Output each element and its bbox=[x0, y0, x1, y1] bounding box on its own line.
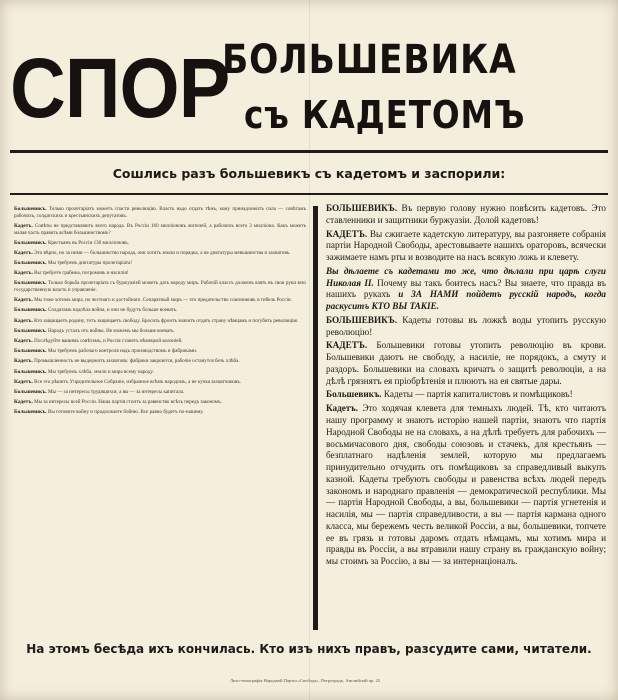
title-with-cadet: съ КАДЕТОМЪ bbox=[244, 93, 526, 137]
speaker-name: Большевикъ. bbox=[14, 348, 48, 355]
title-bolshevik: БОЛЬШЕВИКА bbox=[222, 37, 517, 83]
speaker-name: Кадетъ. bbox=[14, 399, 35, 406]
dialogue-paragraph bbox=[326, 229, 606, 264]
subtitle-rule bbox=[10, 193, 608, 195]
dialogue-paragraph bbox=[14, 206, 306, 220]
left-column bbox=[14, 206, 306, 636]
dialogue-text: Кадеты готовы въ ложкѣ воды утопить русскую революцію! bbox=[326, 314, 606, 337]
speaker-name: Кадетъ. bbox=[14, 378, 35, 385]
dialogue-paragraph bbox=[14, 409, 306, 416]
dialogue-text: Все это рѣшитъ Учредительное Собраніе, избранное всѣмъ народомъ, а не кучка захватчиковъ. bbox=[34, 378, 242, 385]
dialogue-paragraph bbox=[14, 280, 306, 294]
speaker-name: Кадетъ. bbox=[14, 338, 35, 345]
dialogue-text: Вы сжигаете кадетскую литературу, вы разгоняете собранія партіи Народной Свободы, арестовываете нашихъ ораторовъ, всячески зажимаете намъ рты и возводите на насъ всякую ложь и клевету. bbox=[326, 228, 606, 263]
title-spor: СПОР bbox=[10, 41, 230, 135]
speaker-name: Кадетъ. bbox=[14, 358, 35, 365]
dialogue-paragraph bbox=[14, 318, 306, 325]
speaker-name: Большевикъ. bbox=[14, 307, 48, 314]
dialogue-paragraph bbox=[326, 389, 606, 401]
dialogue-text: Мы тоже хотимъ мира, но честнаго и достойнаго. Сепаратный миръ — это предательство союзниковъ и гибель Россіи. bbox=[34, 297, 292, 304]
speaker-name: Большевикъ. bbox=[14, 280, 49, 287]
dialogue-paragraph bbox=[14, 389, 306, 396]
dialogue-text: Почему вы такъ боитесь насъ? Вы знаете, что правда въ нашихъ рукахъ bbox=[326, 277, 606, 300]
emphasized-text: и ЗА НАМИ пойдетъ русскій народъ, когда раскуситъ КТО ВЫ ТАКІЕ. bbox=[326, 289, 606, 312]
speaker-name: Кадетъ. bbox=[14, 297, 35, 304]
emphasized-text: Вы дѣлаете съ кадетами то же, что дѣлали при царѣ слуги Николая II. bbox=[326, 265, 606, 288]
dialogue-paragraph bbox=[14, 250, 306, 257]
dialogue-paragraph bbox=[326, 315, 606, 339]
speaker-name: Большевикъ. bbox=[14, 239, 48, 246]
speaker-name: Большевикъ. bbox=[14, 389, 48, 396]
dialogue-text: Совѣты не представляютъ всего народа. Въ Россіи 160 милліоновъ жителей, а рабочихъ всего 3 милліона. Какъ можетъ малая часть править всѣми большинствомъ? bbox=[14, 222, 306, 236]
speaker-name: Большевикъ. bbox=[326, 389, 384, 400]
header-rule bbox=[10, 150, 608, 153]
dialogue-paragraph bbox=[14, 307, 306, 314]
dialogue-text: Кадеты — партія капиталистовъ и помѣщиковъ! bbox=[383, 389, 573, 400]
dialogue-text: Мы требуемъ рабочаго контроля надъ производствомъ и фабриками. bbox=[47, 348, 198, 355]
speaker-name: Кадетъ. bbox=[14, 249, 35, 256]
column-divider bbox=[313, 206, 318, 630]
speaker-name: Большевикъ. bbox=[14, 368, 48, 375]
speaker-name: Большевикъ. bbox=[14, 260, 48, 267]
dialogue-paragraph bbox=[14, 348, 306, 355]
dialogue-paragraph bbox=[14, 338, 306, 345]
dialogue-paragraph bbox=[14, 240, 306, 247]
dialogue-text: Крестьянъ въ Россіи 130 милліоновъ. bbox=[47, 239, 129, 246]
dialogue-paragraph bbox=[14, 358, 306, 365]
dialogue-text: Мы требуемъ хлѣба, земли и мира всему народу. bbox=[47, 368, 154, 375]
speaker-name: КАДЕТЪ. bbox=[326, 340, 377, 351]
dialogue-text: Солдатамъ надоѣла война, и они не будутъ больше воевать. bbox=[47, 307, 178, 314]
dialogue-text: Мы требуемъ диктатуры пролетаріата! bbox=[47, 260, 133, 267]
dialogue-text: Вы готовите войну и продолжаете бойню. Все равно будетъ по-нашему. bbox=[47, 409, 204, 416]
printer-imprint: Лито-типографія Народной Партіи «Свобода», Петроградъ, Английскій пр. 25 bbox=[230, 678, 381, 683]
dialogue-paragraph bbox=[326, 266, 606, 313]
dialogue-paragraph bbox=[326, 203, 606, 227]
dialogue-text: Промышленность не выдержитъ захватовъ: фабрики закроются, рабочіе останутся безъ хлѣба. bbox=[34, 358, 240, 365]
dialogue-paragraph bbox=[14, 369, 306, 376]
dialogue-text: Въ первую голову нужно повѣсить кадетовъ. Это ставленники и защитники буржуазіи. Долой кадетовъ! bbox=[326, 203, 606, 225]
dialogue-text: Послѣдуйте вашимъ совѣтамъ, и Россія станетъ нѣмецкой колоніей. bbox=[34, 338, 183, 345]
dialogue-text: Мы — за интересы трудящихся, а вы — за интересы капитала. bbox=[47, 389, 185, 396]
dialogue-paragraph bbox=[14, 223, 306, 237]
dialogue-paragraph bbox=[14, 260, 306, 267]
speaker-name: Большевикъ. bbox=[14, 206, 49, 212]
dialogue-text: Большевики готовы утопить революцію въ крови. Большевики даютъ не свободу, а насиліе, не порядокъ, а смуту и раздоръ. Большевики на словахъ кричатъ о защитѣ революціи, а на дѣлѣ грязнятъ ея пріобрѣтенія и плюютъ на ея святые дары. bbox=[326, 340, 606, 386]
subtitle: Сошлись разъ большевикъ съ кадетомъ и заспорили: bbox=[112, 166, 506, 181]
speaker-name: Кадетъ. bbox=[14, 270, 35, 277]
closing-line: На этомъ бесѣда ихъ кончилась. Кто изъ нихъ правъ, разсудите сами, читатели. bbox=[26, 642, 592, 656]
dialogue-paragraph bbox=[14, 379, 306, 386]
dialogue-paragraph bbox=[14, 399, 306, 406]
dialogue-text: Это вѣрно, но за ними — большинство народа, они хотятъ земли и порядка, а не диктатуры меньшинства и захватовъ. bbox=[34, 249, 291, 256]
dialogue-text: Вы требуете грабежа, погромовъ и насилія! bbox=[34, 270, 129, 277]
speaker-name: Большевикъ. bbox=[14, 409, 48, 416]
speaker-name: Кадетъ. bbox=[14, 317, 35, 324]
dialogue-text: Это ходячая клевета для темныхъ людей. Тѣ, кто читаютъ нашу программу и знаютъ исторію нашей партіи, знаютъ что партія Народной Свободы не на словахъ, а на дѣлѣ требуетъ для рабочихъ — восьмичасового дня, свободы союзовъ и стачекъ, для крестьянъ — безплатнаго надѣленія землей, которую мы предлагаемъ принудительно отчудить отъ помѣщиковъ за справедливый выкупъ казной. Кадеты требуютъ свободы и равенства всѣхъ людей передъ закономъ и народнаго правленія — демократической республики. Мы — партія Народной Свободы, а вы, большевики — партія угнетенія и насилія, мы — партія справедливости, а вы — партія кармана одного класса, мы бережемъ честь великой Россіи, а вы, большевики, топчете ее въ грязь и готовы даромъ отдать нѣмцамъ, мы хотимъ мира и правды въ Россіи, а вы втравили нашу страну въ гражданскую войну; мы стоимъ за Россію, а вы — за интернаціоналъ. bbox=[326, 403, 606, 567]
speaker-name: БОЛЬШЕВИКЪ. bbox=[326, 314, 403, 325]
dialogue-paragraph bbox=[14, 328, 306, 335]
speaker-name: Кадетъ. bbox=[14, 222, 35, 229]
speaker-name: Кадетъ. bbox=[326, 403, 363, 414]
dialogue-text: Народъ усталъ отъ войны. Не можемъ мы больше воевать. bbox=[47, 327, 175, 334]
speaker-name: БОЛЬШЕВИКЪ. bbox=[326, 203, 402, 213]
dialogue-paragraph bbox=[14, 270, 306, 277]
dialogue-text: Кто защищаетъ родину, тотъ защищаетъ свободу. Бросить фронтъ значитъ отдать страну нѣмцамъ и погубить революцію. bbox=[34, 317, 299, 324]
dialogue-text: Только пролетаріатъ можетъ спасти революцію. Власть надо отдать тѣмъ, кому принадлежитъ сила — совѣтамъ рабочихъ, солдатскихъ и крестьянскихъ депутатовъ. bbox=[14, 206, 306, 220]
dialogue-paragraph bbox=[14, 297, 306, 304]
speaker-name: КАДЕТЪ. bbox=[326, 228, 370, 239]
speaker-name: Большевикъ. bbox=[14, 327, 48, 334]
dialogue-paragraph bbox=[326, 403, 606, 568]
dialogue-text: Только борьба пролетаріата съ буржуазіей можетъ дать народу миръ. Рабочій классъ долженъ взять въ свои руки всю государственную власть и управленіе. bbox=[14, 280, 306, 294]
right-column bbox=[326, 203, 606, 635]
dialogue-paragraph bbox=[326, 340, 606, 387]
dialogue-text: Мы за интересы всей Россіи. Наша партія стоитъ за равенство всѣхъ передъ закономъ. bbox=[34, 399, 222, 406]
